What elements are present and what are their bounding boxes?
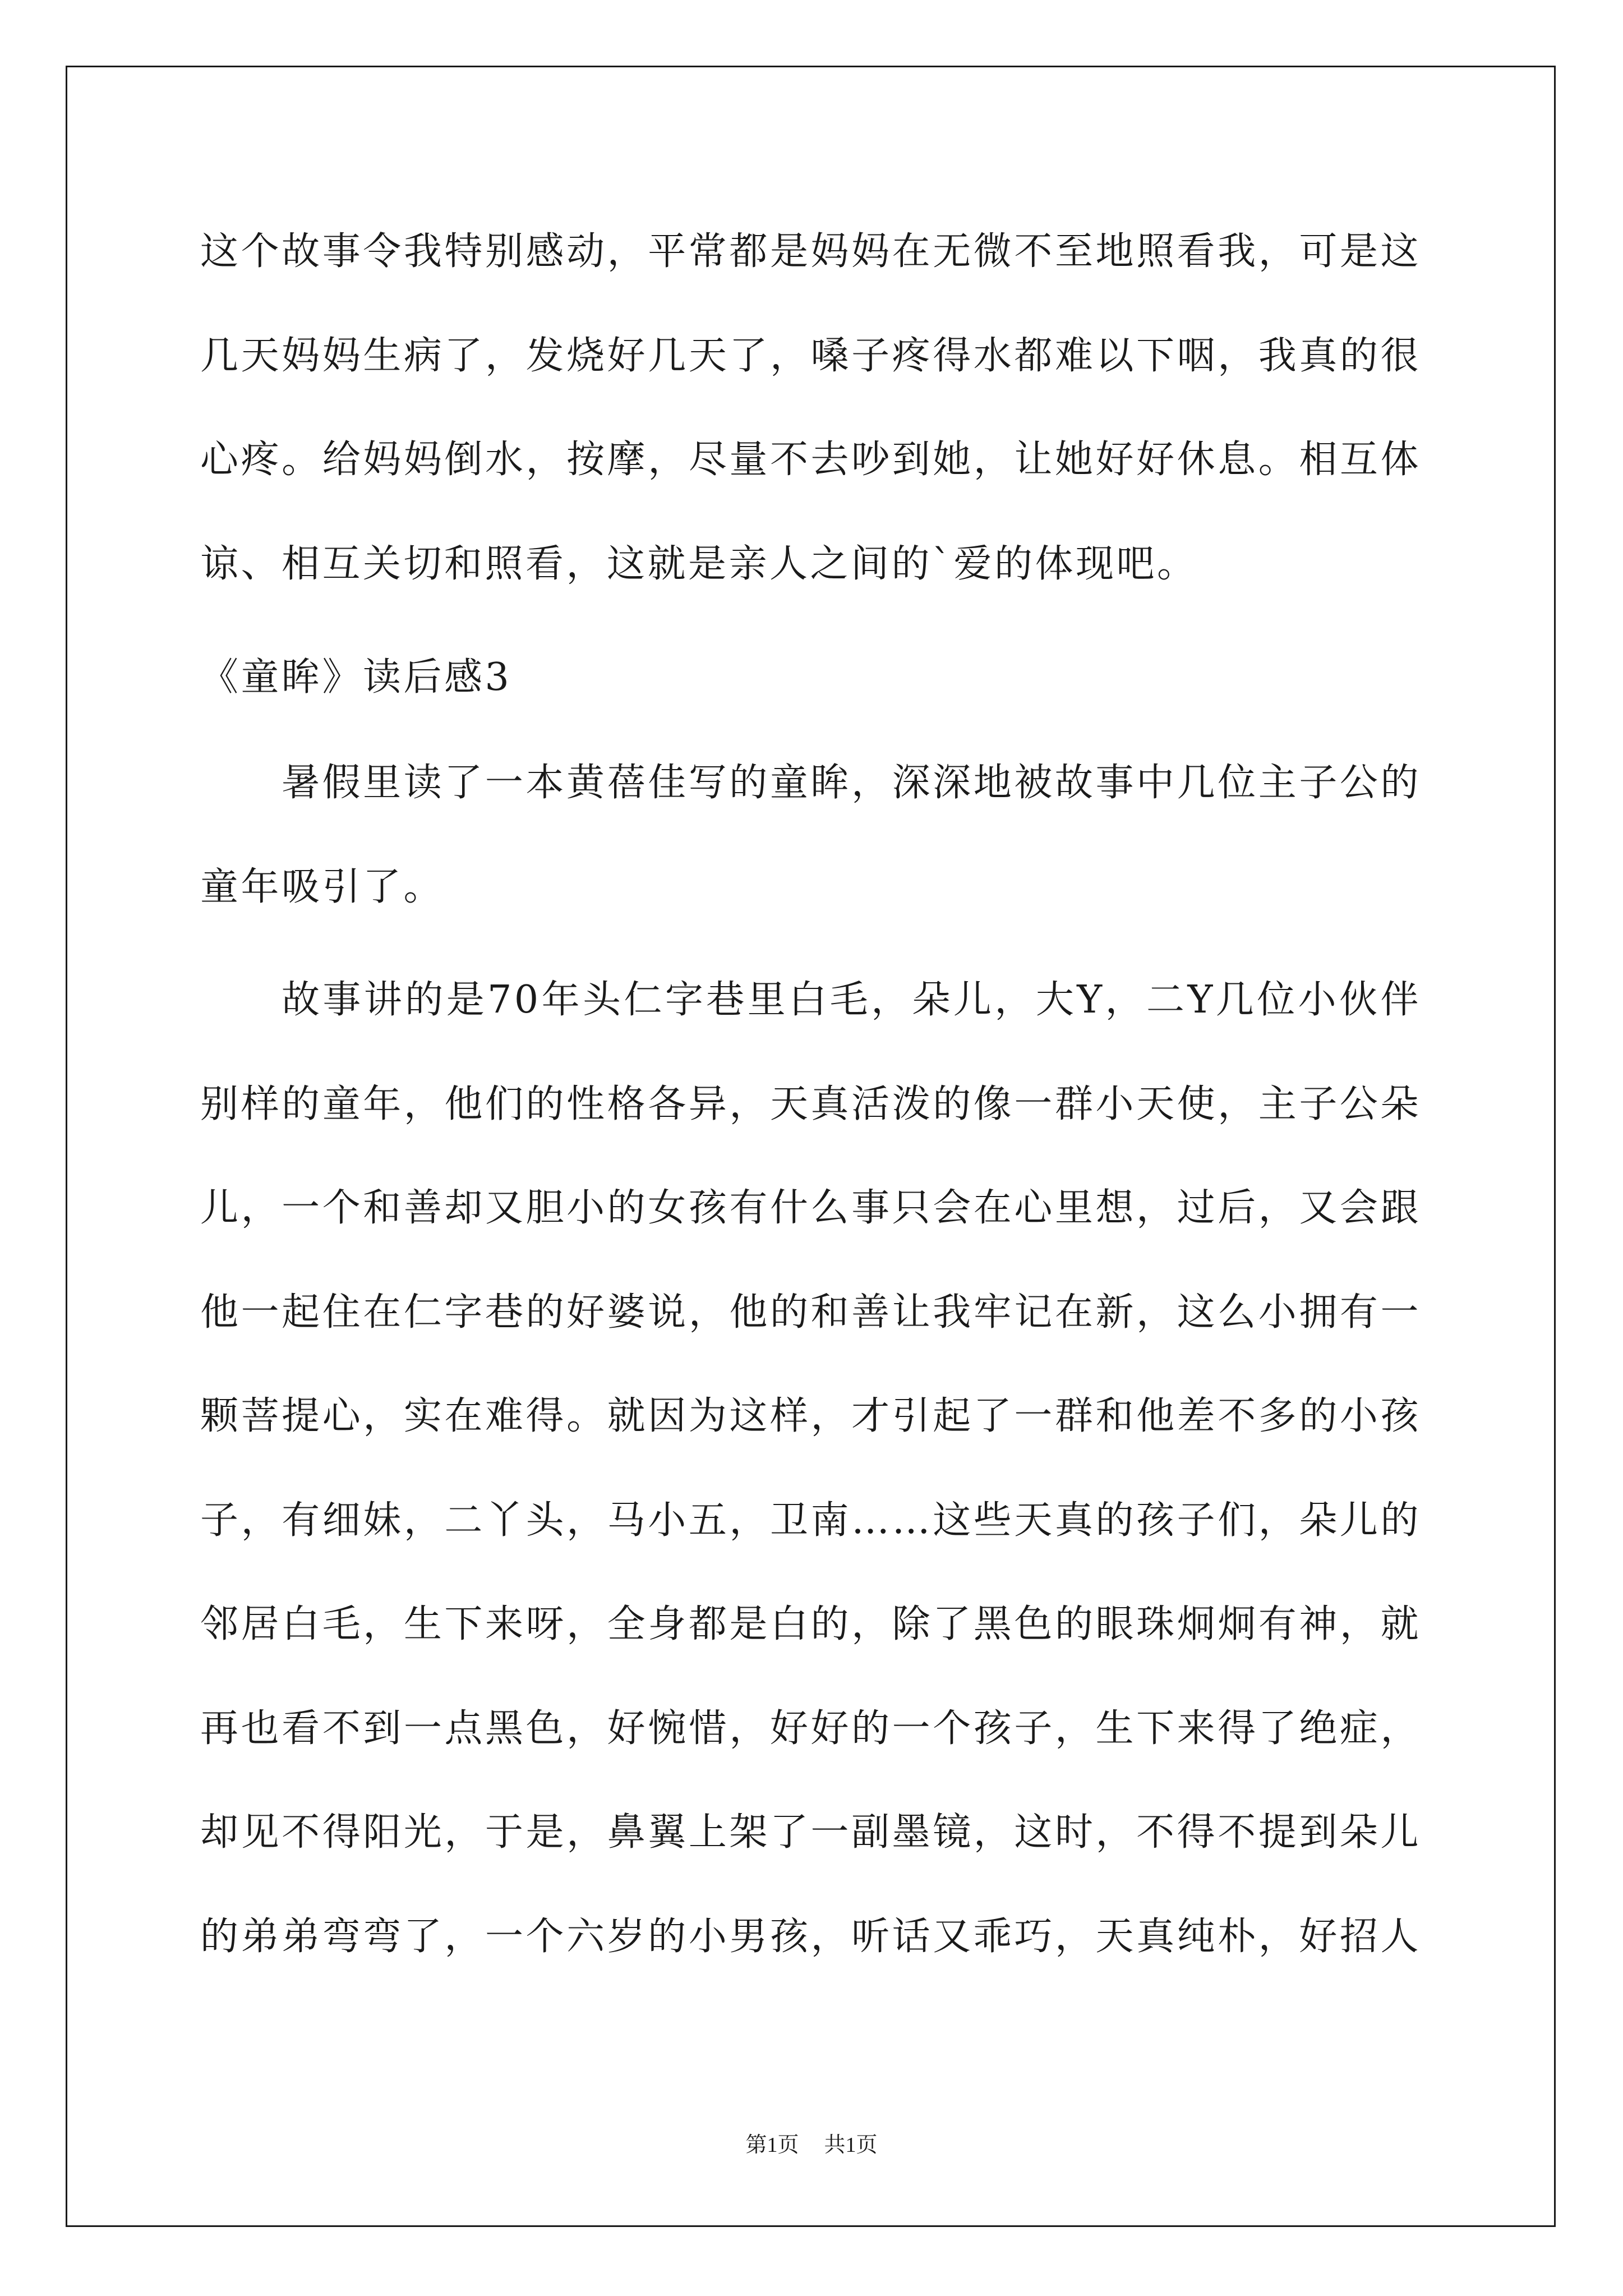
essay-heading-block bbox=[200, 625, 1421, 730]
paragraph-line: 几天妈妈生病了，发烧好几天了，嗓子疼得水都难以下咽，我真的很 bbox=[200, 333, 1421, 378]
page-footer bbox=[0, 2128, 1623, 2162]
essay-heading: 《童眸》读后感3 bbox=[200, 655, 512, 700]
paragraph-2 bbox=[200, 731, 1421, 939]
paragraph-line: 却见不得阳光，于是，鼻翼上架了一副墨镜，这时，不得不提到朵儿 bbox=[200, 1810, 1421, 1855]
paragraph-line: 心疼。给妈妈倒水，按摩，尽量不去吵到她，让她好好休息。相互体 bbox=[200, 438, 1421, 482]
paragraph-line: 谅、相互关切和照看，这就是亲人之间的`爱的体现吧。 bbox=[200, 541, 1198, 586]
paragraph-line: 邻居白毛，生下来呀，全身都是白的，除了黑色的眼珠炯炯有神，就 bbox=[200, 1602, 1421, 1646]
paragraph-line: 的弟弟弯弯了，一个六岁的小男孩，听话又乖巧，天真纯朴，好招人 bbox=[200, 1914, 1421, 1959]
paragraph-line: 颗菩提心，实在难得。就因为这样，才引起了一群和他差不多的小孩 bbox=[200, 1394, 1421, 1438]
paragraph-line: 子，有细妹，二丫头，马小五，卫南……这些天真的孩子们，朵儿的 bbox=[200, 1498, 1421, 1543]
paragraph-line: 故事讲的是70年头仁字巷里白毛，朵儿，大Y，二Y几位小伙伴 bbox=[282, 978, 1421, 1022]
paragraph-line: 这个故事令我特别感动，平常都是妈妈在无微不至地照看我，可是这 bbox=[200, 229, 1421, 274]
footer-current-page: 第1页 bbox=[745, 2133, 799, 2157]
footer-total-pages: 共1页 bbox=[824, 2133, 878, 2157]
paragraph-line: 再也看不到一点黑色，好惋惜，好好的一个孩子，生下来得了绝症， bbox=[200, 1706, 1421, 1751]
paragraph-line: 暑假里读了一本黄蓓佳写的童眸，深深地被故事中几位主子公的 bbox=[282, 761, 1421, 805]
paragraph-1 bbox=[200, 200, 1421, 616]
paragraph-line: 他一起住在仁字巷的好婆说，他的和善让我牢记在新，这么小拥有一 bbox=[200, 1290, 1421, 1335]
paragraph-line: 童年吸引了。 bbox=[200, 864, 445, 909]
paragraph-line: 儿，一个和善却又胆小的女孩有什么事只会在心里想，过后，又会跟 bbox=[200, 1186, 1421, 1230]
paragraph-line: 别样的童年，他们的性格各异，天真活泼的像一群小天使，主子公朵 bbox=[200, 1082, 1421, 1126]
paragraph-3 bbox=[200, 948, 1421, 1989]
